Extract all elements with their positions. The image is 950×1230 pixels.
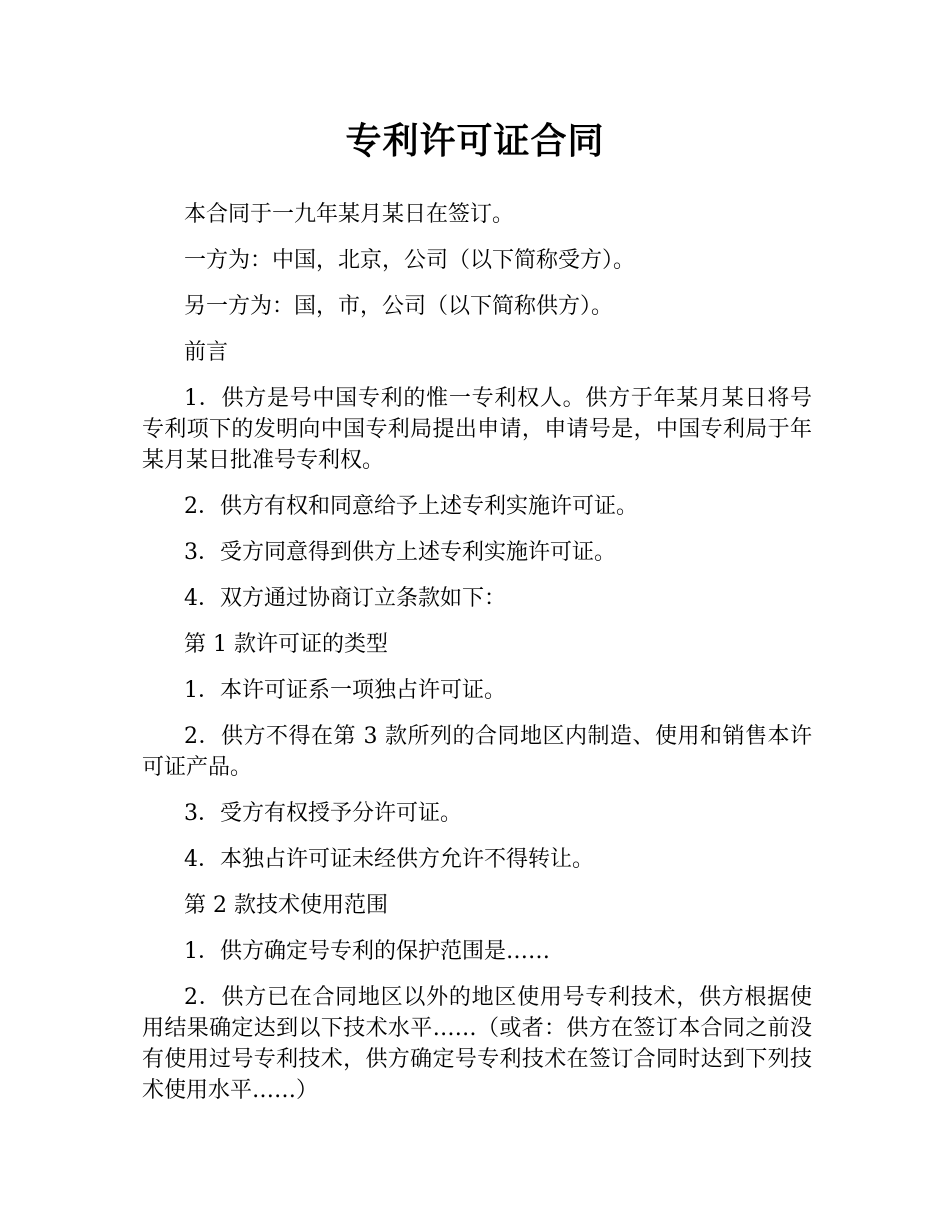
paragraph-preamble-2: 2．供方有权和同意给予上述专利实施许可证。	[184, 494, 638, 519]
document-title: 专利许可证合同	[345, 121, 605, 162]
section-heading-scope: 第 2 款技术使用范围	[184, 893, 388, 918]
paragraph-party-licensee: 一方为：中国，北京，公司（以下简称受方）。	[184, 248, 636, 273]
section-heading-preamble: 前言	[184, 340, 229, 365]
paragraph-preamble-4: 4．双方通过协商订立条款如下：	[184, 586, 506, 611]
paragraph-license-type-2: 2．供方不得在第 3 款所列的合同地区内制造、使用和销售本许可证产品。	[142, 724, 812, 780]
document-body	[142, 199, 812, 1121]
paragraph-scope-2: 2．供方已在合同地区以外的地区使用号专利技术，供方根据使用结果确定达到以下技术水平……（或者：供方在签订本合同之前没有使用过号专利技术，供方确定号专利技术在签订合同时达到下列技术使用水平……）	[142, 985, 812, 1103]
paragraph-license-type-4: 4．本独占许可证未经供方允许不得转让。	[184, 847, 594, 872]
paragraph-license-type-1: 1．本许可证系一项独占许可证。	[184, 678, 506, 703]
paragraph-license-type-3: 3．受方有权授予分许可证。	[184, 801, 462, 826]
paragraph-preamble-1: 1．供方是号中国专利的惟一专利权人。供方于年某月某日将号专利项下的发明向中国专利局提出申请，申请号是，中国专利局于年某月某日批准号专利权。	[142, 386, 812, 473]
paragraph-party-licensor: 另一方为：国，市，公司（以下简称供方）。	[184, 294, 614, 319]
paragraph-scope-1: 1．供方确定号专利的保护范围是……	[184, 939, 550, 964]
paragraph-date: 本合同于一九年某月某日在签订。	[184, 202, 515, 227]
section-heading-license-type: 第 1 款许可证的类型	[184, 632, 388, 657]
paragraph-preamble-3: 3．受方同意得到供方上述专利实施许可证。	[184, 540, 616, 565]
